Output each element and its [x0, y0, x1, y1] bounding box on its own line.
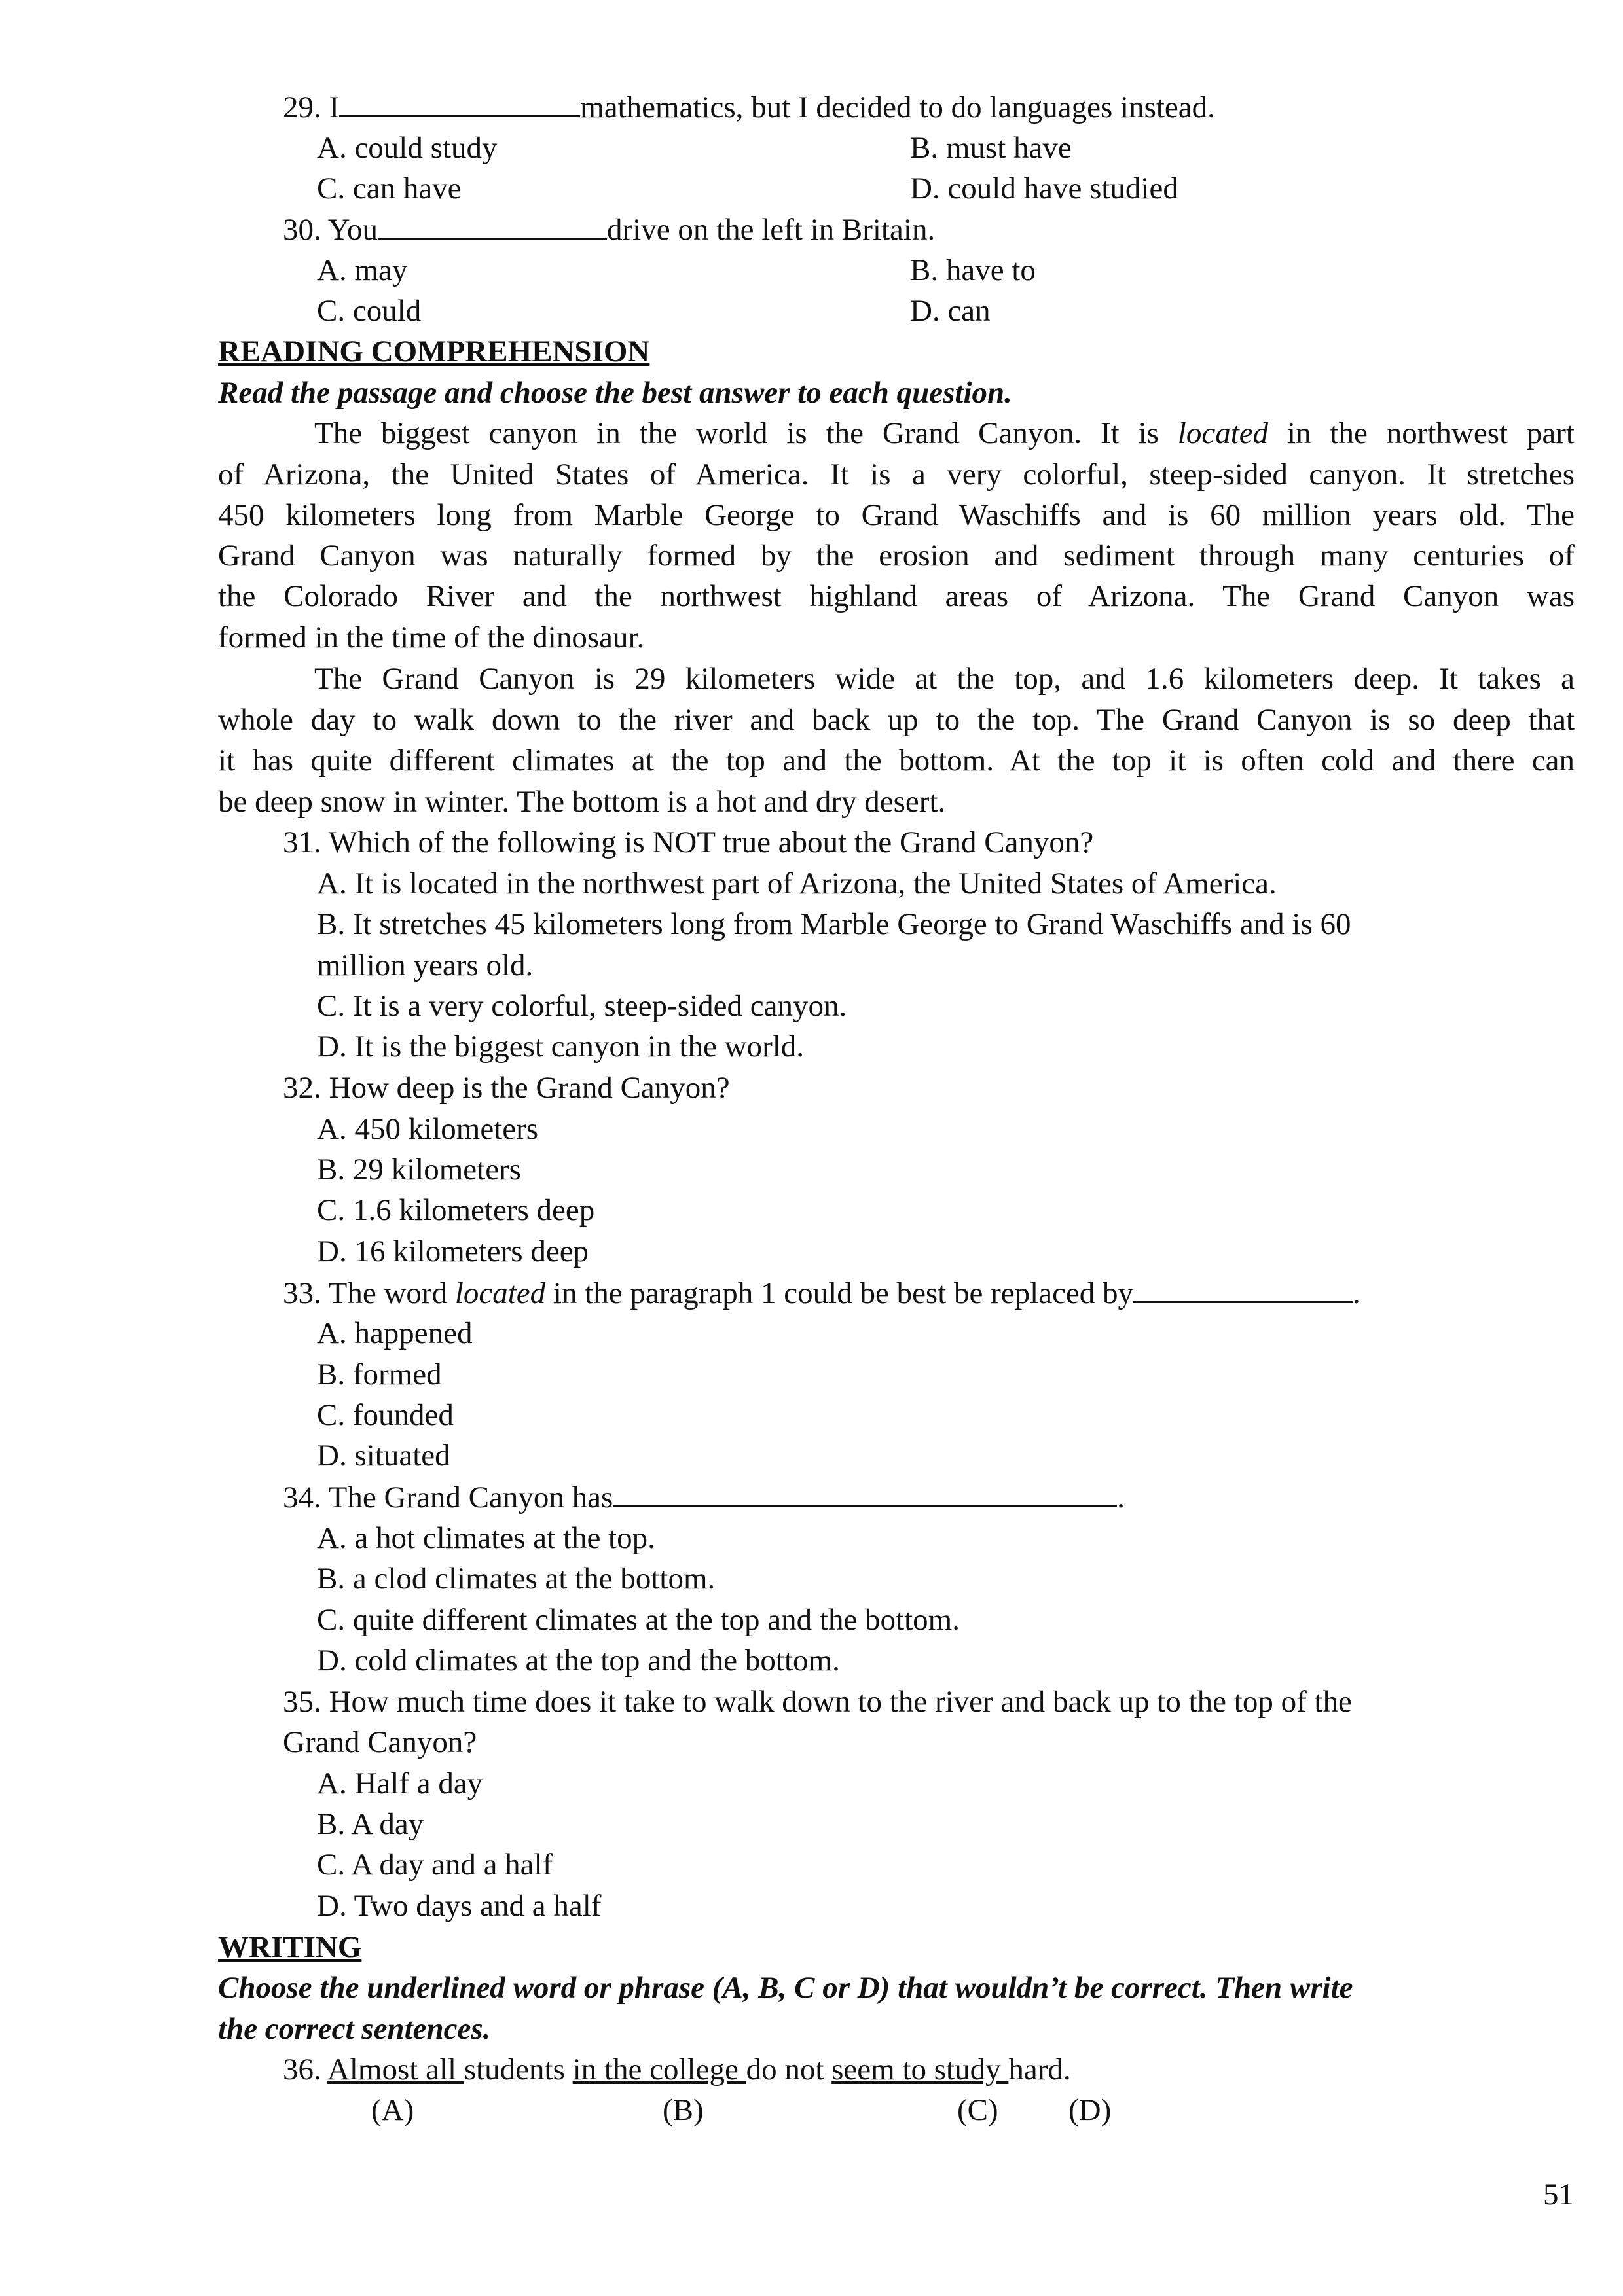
- q33-option-b: B. formed: [317, 1357, 442, 1391]
- q31-option-b-cont: million years old.: [317, 948, 534, 982]
- q36-label-b: (B): [663, 2093, 704, 2127]
- q31-option-d: D. It is the biggest canyon in the world.: [317, 1030, 805, 1064]
- q35-stem: 35. How much time does it take to walk down to the river and back up to the top of the: [283, 1685, 1352, 1719]
- q36-sentence: 36. Almost all students in the college do not seem to study hard.: [283, 2053, 1071, 2087]
- q34-option-d: D. cold climates at the top and the bottom.: [317, 1643, 840, 1677]
- q33-option-d: D. situated: [317, 1439, 450, 1473]
- q30-stem: 30. You drive on the left in Britain.: [283, 213, 936, 247]
- q29-stem: 29. I mathematics, but I decided to do languages instead.: [283, 90, 1215, 124]
- q34-stem: 34. The Grand Canyon has .: [283, 1480, 1125, 1515]
- q30-option-b: B. have to: [910, 253, 1036, 287]
- answer-blank: [378, 214, 607, 240]
- q29-option-d: D. could have studied: [910, 171, 1178, 206]
- underlined-a: Almost all: [327, 2053, 464, 2087]
- q29-option-a: A. could study: [317, 131, 498, 165]
- passage-line: Grand Canyon was naturally formed by the erosion and sediment through many centuries of: [218, 539, 1575, 573]
- writing-instruction: Choose the underlined word or phrase (A, B, C or D) that wouldn’t be correct. Then write: [218, 1971, 1353, 2005]
- q31-stem: 31. Which of the following is NOT true about the Grand Canyon?: [283, 825, 1094, 859]
- q34-option-b: B. a clod climates at the bottom.: [317, 1562, 716, 1596]
- answer-blank: [1133, 1278, 1353, 1303]
- q30-option-d: D. can: [910, 294, 991, 328]
- q32-option-b: B. 29 kilometers: [317, 1153, 521, 1187]
- q35-option-b: B. A day: [317, 1807, 424, 1841]
- q29-option-b: B. must have: [910, 131, 1072, 165]
- q32-option-c: C. 1.6 kilometers deep: [317, 1193, 595, 1227]
- passage-line: The Grand Canyon is 29 kilometers wide at the top, and 1.6 kilometers deep. It takes a: [314, 662, 1575, 696]
- answer-blank: [339, 92, 580, 117]
- passage-line: be deep snow in winter. The bottom is a hot and dry desert.: [218, 785, 946, 819]
- passage-line: of Arizona, the United States of America. It is a very colorful, steep-sided canyon. It stretches: [218, 457, 1575, 492]
- q31-option-a: A. It is located in the northwest part of Arizona, the United States of America.: [317, 867, 1277, 901]
- q34-option-c: C. quite different climates at the top and the bottom.: [317, 1603, 960, 1637]
- q30-option-c: C. could: [317, 294, 422, 328]
- underlined-b: in the college: [572, 2053, 746, 2087]
- reading-instruction: Read the passage and choose the best answer to each question.: [218, 376, 1012, 410]
- q33-option-c: C. founded: [317, 1398, 454, 1432]
- passage-line: the Colorado River and the northwest highland areas of Arizona. The Grand Canyon was: [218, 579, 1575, 613]
- q35-option-d: D. Two days and a half: [317, 1889, 602, 1923]
- q36-label-c: (C): [957, 2093, 998, 2127]
- writing-heading: WRITING: [218, 1930, 362, 1964]
- passage-line: it has quite different climates at the top and the bottom. At the top it is often cold and there can: [218, 744, 1575, 778]
- passage-line: The biggest canyon in the world is the Grand Canyon. It is located in the northwest part: [314, 416, 1575, 450]
- passage-line: whole day to walk down to the river and back up to the top. The Grand Canyon is so deep that: [218, 703, 1575, 737]
- passage-line: 450 kilometers long from Marble George to Grand Waschiffs and is 60 million years old. The: [218, 498, 1575, 532]
- q31-option-c: C. It is a very colorful, steep-sided canyon.: [317, 989, 847, 1023]
- q32-option-a: A. 450 kilometers: [317, 1112, 539, 1146]
- q31-option-b: B. It stretches 45 kilometers long from Marble George to Grand Waschiffs and is 60: [317, 907, 1351, 941]
- q32-option-d: D. 16 kilometers deep: [317, 1234, 589, 1268]
- q30-option-a: A. may: [317, 253, 408, 287]
- answer-blank: [613, 1482, 1117, 1507]
- q35-option-c: C. A day and a half: [317, 1848, 553, 1882]
- q33-option-a: A. happened: [317, 1316, 473, 1350]
- q35-stem-cont: Grand Canyon?: [283, 1725, 477, 1759]
- q33-stem: 33. The word located in the paragraph 1 could be best be replaced by .: [283, 1276, 1360, 1310]
- passage-line: formed in the time of the dinosaur.: [218, 620, 645, 655]
- reading-heading: READING COMPREHENSION: [218, 334, 650, 368]
- q34-option-a: A. a hot climates at the top.: [317, 1521, 655, 1555]
- q32-stem: 32. How deep is the Grand Canyon?: [283, 1071, 730, 1105]
- underlined-c-d: seem to study: [831, 2053, 1009, 2087]
- q36-label-d: (D): [1068, 2093, 1112, 2127]
- q35-option-a: A. Half a day: [317, 1767, 483, 1801]
- q29-option-c: C. can have: [317, 171, 462, 206]
- writing-instruction-cont: the correct sentences.: [218, 2012, 491, 2046]
- q36-label-a: (A): [371, 2093, 414, 2127]
- page-number: 51: [1543, 2178, 1574, 2212]
